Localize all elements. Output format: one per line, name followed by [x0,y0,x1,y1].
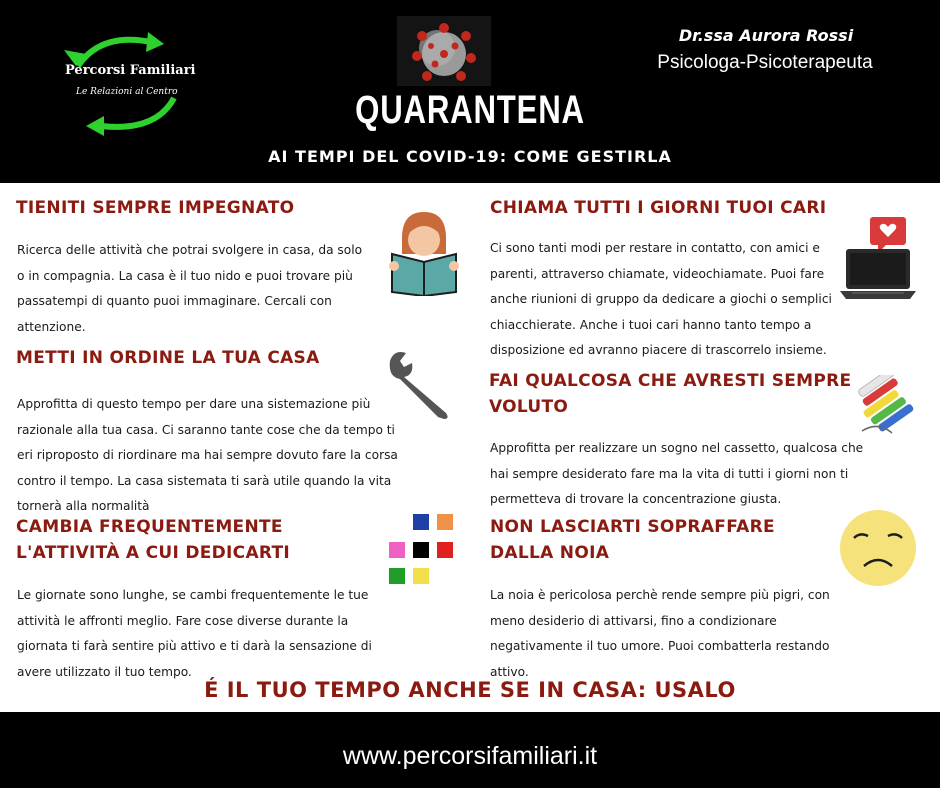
section-heading: TIENITI SEMPRE IMPEGNATO [16,198,295,218]
wrench-icon [384,347,458,421]
section-text: Ci sono tanti modi per restare in contatto, con amici e parenti, attraverso chiamate, videochiamate. Puoi fare anche riunioni di gruppo da dedicare a giochi o semplici chiacchierate. Anche i tuoi cari hanno tanto tempo a disposizione ed avranno piacere di trascorrelo insieme. [490,241,832,357]
logo-tagline: Le Relazioni al Centro [76,87,178,97]
laptop-heart-icon [838,215,918,299]
author-name: Dr.ssa Aurora Rossi [678,26,854,45]
page-title: QUARANTENA [355,88,585,132]
header [0,0,940,183]
coronavirus-image-icon [397,16,491,86]
section-heading: CHIAMA TUTTI I GIORNI TUOI CARI [490,198,827,218]
section-text: La noia è pericolosa perchè rende sempre più pigri, con meno desiderio di attivarsi, fino a condizionare negativamente il tuo umore. Puoi combatterla restando attivo. [490,588,830,679]
logo-name: Percorsi Familiari [65,63,196,78]
section-heading: NON LASCIARTI SOPRAFFARE DALLA NOIA [490,517,775,563]
section-text: Ricerca delle attività che potrai svolgere in casa, da solo o in compagnia. La casa è il tuo nido e puoi trovare più passatempi di quanto puoi immaginare. Cercali con attenzione. [17,243,363,334]
section-text: Approfitta di questo tempo per dare una sistemazione più razionale alla tua casa. Ci saranno tante cose che da tempo ti eri riproposto di riordinare ma hai sempre dovuto fare la corsa contro il tempo. La casa sistemata ti sarà utile quando la vita tornerà alla normalità [17,397,398,513]
page-subtitle: AI TEMPI DEL COVID-19: COME GESTIRLA [268,147,672,166]
sad-face-icon [838,508,918,588]
section-heading: METTI IN ORDINE LA TUA CASA [16,348,320,368]
color-squares-icon [385,514,457,586]
chalk-icon [858,375,922,437]
website-link[interactable]: www.percorsifamiliari.it [342,742,598,770]
reading-person-icon [388,208,460,296]
section-text: Le giornate sono lunghe, se cambi frequentemente le tue attività le affronti meglio. Fare cose diverse durante la giornata ti farà sentire più attivo e ti darà la sensazione di avere utilizzato il tuo tempo. [17,588,372,679]
section-text: Approfitta per realizzare un sogno nel cassetto, qualcosa che hai sempre desiderato fare ma la vita di tutti i giorni non ti permetteva di trovare la concentrazione giusta. [490,441,864,506]
section-heading: FAI QUALCOSA CHE AVRESTI SEMPRE VOLUTO [489,371,852,417]
closing-slogan: É IL TUO TEMPO ANCHE SE IN CASA: USALO [204,678,736,702]
author-role: Psicologa-Psicoterapeuta [657,52,873,73]
section-heading: CAMBIA FREQUENTEMENTE L'ATTIVITÀ A CUI DEDICARTI [16,517,291,563]
